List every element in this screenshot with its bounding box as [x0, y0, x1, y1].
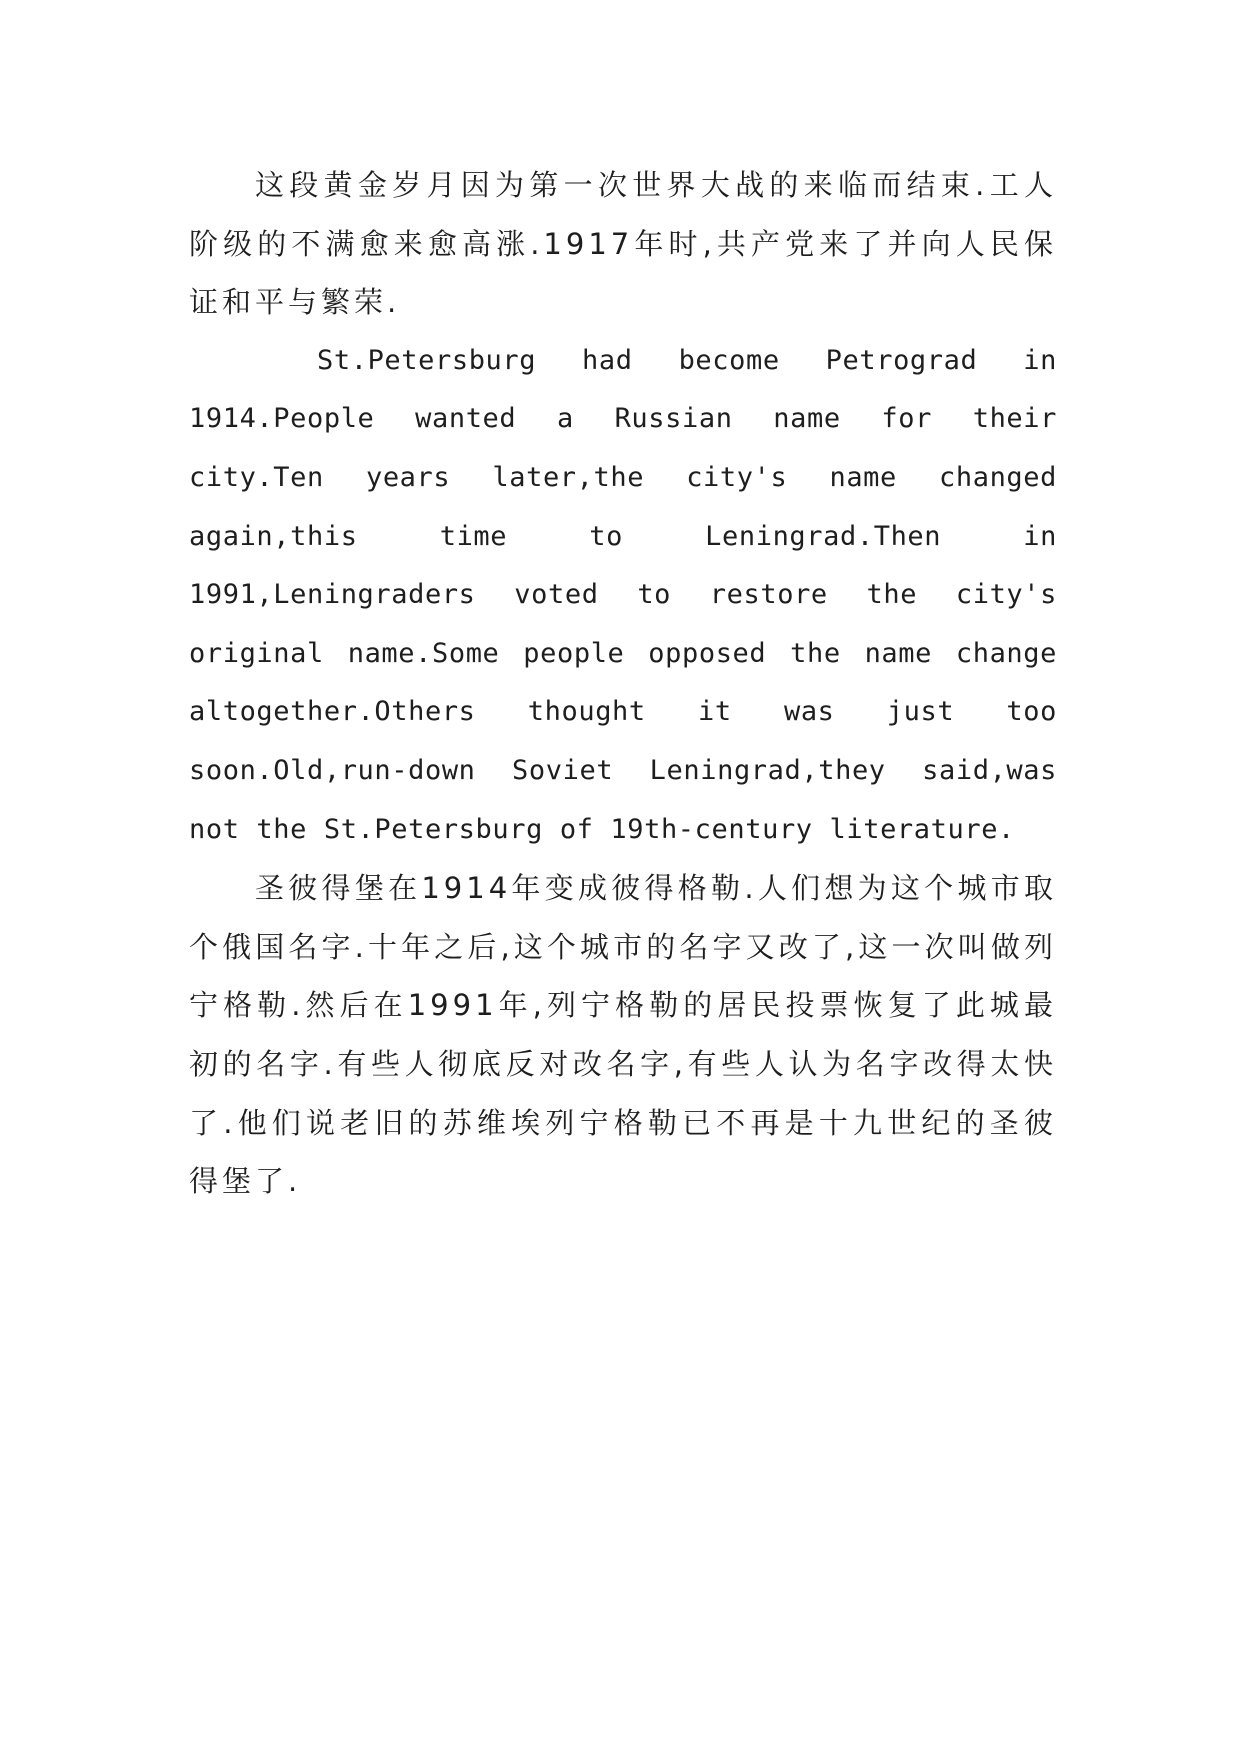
- paragraph-chinese-petersburg: 圣彼得堡在1914年变成彼得格勒.人们想为这个城市取个俄国名字.十年之后,这个城市的名字又改了,这一次叫做列宁格勒.然后在1991年,列宁格勒的居民投票恢复了此城最初的名字.有些人彻底反对改名字,有些人认为名字改得太快了.他们说老旧的苏维埃列宁格勒已不再是十九世纪的圣彼得堡了.: [189, 871, 1057, 1199]
- document-body: [189, 156, 1057, 1211]
- paragraph-chinese-intro: 这段黄金岁月因为第一次世界大战的来临而结束.工人阶级的不满愈来愈高涨.1917年时,共产党来了并向人民保证和平与繁荣.: [189, 168, 1057, 320]
- paragraph-english-petersburg: St.Petersburg had become Petrograd in 1914.People wanted a Russian name for their city.Ten years later,the city's name changed again,this time to Leningrad.Then in 1991,Leningraders voted to restore the city's original name.Some people opposed the name change altogether.Others thought it was just too soon.Old,run-down Soviet Leningrad,they said,was not the St.Petersburg of 19th-century literature.: [189, 344, 1057, 845]
